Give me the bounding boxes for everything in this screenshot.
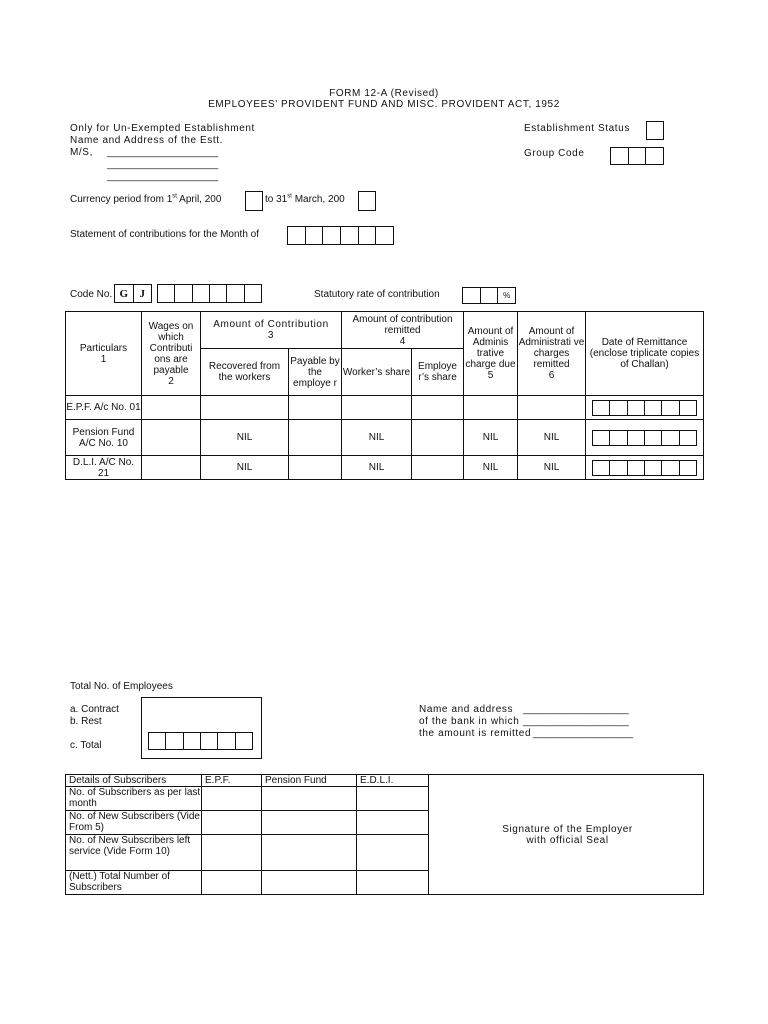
cell[interactable] [262,835,357,871]
remittance-date-cell[interactable] [586,396,704,420]
header-date-of-remittance: Date of Remittance (enclose triplicate copies of Challan) [586,312,704,396]
establishment-status-label: Establishment Status [524,123,630,134]
signature-label-2: with official Seal [526,834,609,846]
total-label: c. Total [70,740,102,751]
cell[interactable]: NIL [201,420,289,456]
currency-to-label: to 31st March, 200 [265,193,345,205]
row-label: E.P.F. A/c No. 01 [66,396,142,420]
header-admin-charge-remitted: Amount of Administrati ve charges remitted 6 [518,312,586,396]
subscribers-header-epf: E.P.F. [202,775,262,787]
signature-label-1: Signature of the Employer [502,823,633,835]
code-letter-g: G [115,285,134,302]
cell[interactable] [464,396,518,420]
header-payable: Payable by the employe r [289,349,342,396]
cell[interactable] [202,871,262,895]
total-employees-label: Total No. of Employees [70,681,173,692]
currency-period-label: Currency period from 1st April, 200 [70,193,222,205]
subscribers-header-details: Details of Subscribers [66,775,202,787]
cell[interactable] [262,871,357,895]
header-particulars: Particulars 1 [66,312,142,396]
statutory-rate-label: Statutory rate of contribution [314,289,440,300]
only-for-label: Only for Un-Exempted Establishment [70,123,255,134]
cell[interactable] [412,456,464,480]
group-code-label: Group Code [524,148,585,159]
subscribers-row-label: No. of Subscribers as per last month [66,787,202,811]
total-employees-boxes[interactable] [148,732,253,750]
cell[interactable] [142,420,201,456]
table-row [66,420,704,456]
header-contribution-remitted: Amount of contribution remitted 4 [342,312,464,349]
table-row [66,396,704,420]
cell[interactable] [357,835,429,871]
cell[interactable]: NIL [201,456,289,480]
act-title: EMPLOYEES’ PROVIDENT FUND AND MISC. PROVIDENT ACT, 1952 [208,99,560,110]
name-address-label: Name and Address of the Estt. [70,135,224,146]
cell[interactable] [201,396,289,420]
cell[interactable]: NIL [464,456,518,480]
subscribers-row-label: (Nett.) Total Number of Subscribers [66,871,202,895]
cell[interactable]: NIL [464,420,518,456]
cell[interactable] [289,456,342,480]
cell[interactable] [412,396,464,420]
row-label: D.L.I. A/C No. 21 [66,456,142,480]
ms-label: M/S, [70,147,93,158]
statement-month-label: Statement of contributions for the Month of [70,229,259,240]
code-prefix-boxes [114,284,152,303]
form-title: FORM 12-A (Revised) [329,88,439,99]
cell[interactable] [289,420,342,456]
bank-line-1[interactable]: ___________________ [523,704,629,715]
cell[interactable] [202,787,262,811]
header-contribution: Amount of Contribution 3 [201,312,342,349]
cell[interactable] [518,396,586,420]
subscribers-row-label: No. of New Subscribers left service (Vide Form 10) [66,835,202,871]
statutory-rate-boxes[interactable]: % [462,287,516,304]
cell[interactable] [342,396,412,420]
cell[interactable] [142,456,201,480]
group-code-boxes[interactable] [610,147,664,165]
statement-month-boxes[interactable] [287,226,394,245]
header-admin-charge-due: Amount of Adminis trative charge due 5 [464,312,518,396]
remittance-date-boxes[interactable] [592,460,697,476]
header-workers-share: Worker’s share [342,349,412,396]
cell[interactable]: NIL [342,420,412,456]
subscribers-row-label: No. of New Subscribers (Vide From 5) [66,811,202,835]
remittance-date-boxes[interactable] [592,400,697,416]
cell[interactable] [357,811,429,835]
subscribers-header-edli: E.D.L.I. [357,775,429,787]
bank-line-3[interactable]: __________________ [533,728,634,739]
establishment-status-box[interactable] [646,121,664,140]
subscribers-table [65,774,704,895]
remittance-date-cell[interactable] [586,456,704,480]
cell[interactable] [202,811,262,835]
subscribers-header-pension: Pension Fund [262,775,357,787]
bank-label-1: Name and address [419,704,514,715]
contract-label: a. Contract [70,704,119,715]
header-wages: Wages on which Contributi ons are payable 2 [142,312,201,396]
code-letter-j: J [139,287,145,300]
bank-label-2: of the bank in which [419,716,520,727]
ms-line-3[interactable]: ____________________ [107,171,219,182]
bank-label-3: the amount is remitted [419,728,532,739]
currency-from-year-box[interactable] [245,191,263,211]
cell[interactable] [142,396,201,420]
remittance-date-boxes[interactable] [592,430,697,446]
cell[interactable] [357,787,429,811]
cell[interactable] [412,420,464,456]
code-no-label: Code No. [70,289,113,300]
header-recovered: Recovered from the workers [201,349,289,396]
row-label: Pension Fund A/C No. 10 [66,420,142,456]
signature-area[interactable] [429,775,704,895]
cell[interactable] [202,835,262,871]
cell[interactable] [289,396,342,420]
contribution-table [65,311,704,480]
bank-line-2[interactable]: ___________________ [523,716,629,727]
cell[interactable]: NIL [518,420,586,456]
ms-line-1[interactable]: ____________________ [107,147,219,158]
currency-to-year-box[interactable] [358,191,376,211]
remittance-date-cell[interactable] [586,420,704,456]
table-row [66,456,704,480]
rest-label: b. Rest [70,716,102,727]
cell[interactable] [262,787,357,811]
cell[interactable]: NIL [342,456,412,480]
cell[interactable] [357,871,429,895]
code-number-boxes[interactable] [157,284,262,303]
cell[interactable]: NIL [518,456,586,480]
header-employer-share: Employe r’s share [412,349,464,396]
ms-line-2[interactable]: ____________________ [107,159,219,170]
cell[interactable] [262,811,357,835]
